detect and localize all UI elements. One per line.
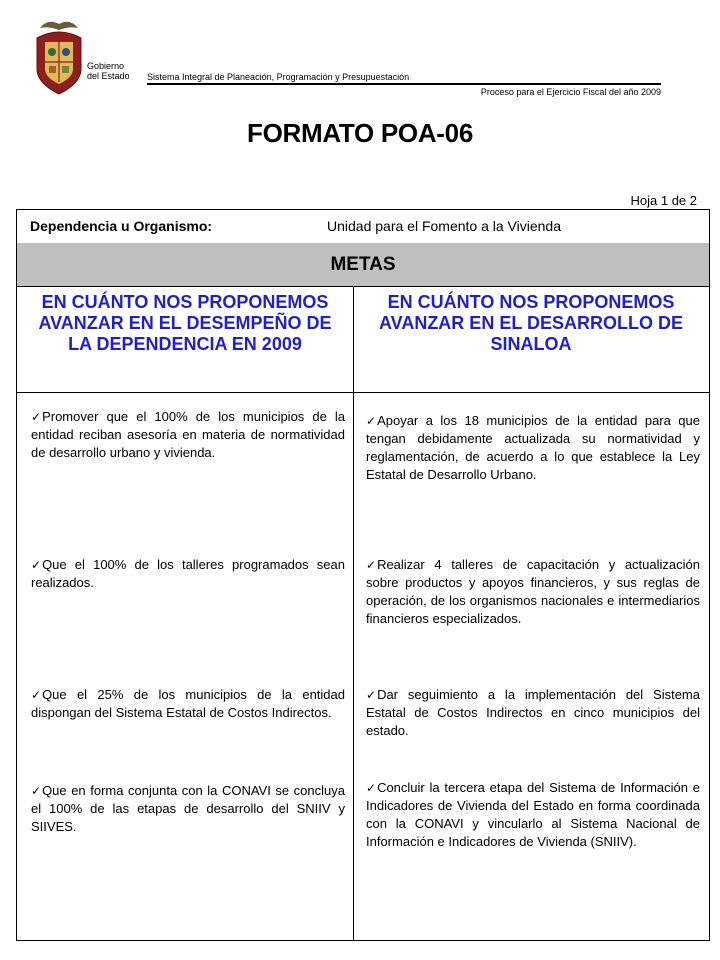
document-title: FORMATO POA-06 bbox=[247, 118, 473, 148]
left-goal-1 bbox=[31, 408, 345, 462]
column-header-divider bbox=[17, 392, 709, 393]
checkmark-icon: ✓ bbox=[366, 688, 377, 702]
right-goal-1 bbox=[366, 412, 700, 484]
right-goal-3 bbox=[366, 686, 700, 740]
right-column-header: EN CUÁNTO NOS PROPONEMOS AVANZAR EN EL DESARROLLO DE SINALOA bbox=[378, 292, 683, 354]
state-coat-of-arms-icon bbox=[34, 18, 84, 96]
sheet-number: Hoja 1 de 2 bbox=[630, 193, 697, 208]
system-title: Sistema Integral de Planeación, Programación y Presupuestación bbox=[147, 72, 410, 82]
dependency-value: Unidad para el Fomento a la Vivienda bbox=[327, 218, 562, 234]
left-goal-4 bbox=[31, 782, 345, 836]
header-divider bbox=[147, 83, 661, 85]
right-goal-text: Apoyar a los 18 municipios de la entidad para que tengan debidamente actualizada su normatividad y reglamentación, de acuerdo a lo que establece la Ley Estatal de Desarrollo Urbano. bbox=[366, 413, 700, 482]
left-goal-text: Promover que el 100% de los municipios de la entidad reciban asesoría en materia de normatividad de desarrollo urbano y vivienda. bbox=[31, 409, 345, 460]
left-goal-text: Que el 100% de los talleres programados sean realizados. bbox=[31, 557, 345, 590]
process-label: Proceso para el Ejercicio Fiscal del año 2009 bbox=[480, 87, 661, 97]
checkmark-icon: ✓ bbox=[366, 558, 377, 572]
checkmark-icon: ✓ bbox=[31, 410, 42, 424]
checkmark-icon: ✓ bbox=[366, 781, 377, 795]
right-goal-2 bbox=[366, 556, 700, 628]
government-line-2: del Estado bbox=[87, 71, 130, 81]
dependency-label: Dependencia u Organismo: bbox=[30, 218, 213, 234]
dependency-row bbox=[17, 210, 709, 244]
left-goal-3 bbox=[31, 686, 345, 722]
goals-table bbox=[16, 209, 710, 941]
right-goal-text: Realizar 4 talleres de capacitación y actualización sobre productos y apoyos financieros, y sus reglas de operación, de los organismos nacionales e intermediarios financieros especializados. bbox=[366, 557, 700, 626]
right-goal-4 bbox=[366, 779, 700, 851]
government-label bbox=[87, 61, 130, 81]
column-divider bbox=[353, 286, 354, 941]
right-goal-text: Concluir la tercera etapa del Sistema de Información e Indicadores de Vivienda del Estado en forma coordinada con la CONAVI y vincularlo al Sistema Nacional de Información e Indicadores de Vivienda (SNIIV). bbox=[366, 780, 700, 849]
checkmark-icon: ✓ bbox=[31, 784, 42, 798]
checkmark-icon: ✓ bbox=[366, 414, 377, 428]
left-column-header: EN CUÁNTO NOS PROPONEMOS AVANZAR EN EL DESEMPEÑO DE LA DEPENDENCIA EN 2009 bbox=[38, 292, 332, 354]
left-goal-text: Que el 25% de los municipios de la entidad dispongan del Sistema Estatal de Costos Indirectos. bbox=[31, 687, 345, 720]
section-title: METAS bbox=[17, 243, 709, 287]
right-goal-text: Dar seguimiento a la implementación del Sistema Estatal de Costos Indirectos en cinco municipios del estado. bbox=[366, 687, 700, 738]
checkmark-icon: ✓ bbox=[31, 688, 42, 702]
government-line-1: Gobierno bbox=[87, 61, 125, 71]
checkmark-icon: ✓ bbox=[31, 558, 42, 572]
left-goal-2 bbox=[31, 556, 345, 592]
left-goal-text: Que en forma conjunta con la CONAVI se concluya el 100% de las etapas de desarrollo del SNIIV y SIIVES. bbox=[31, 783, 345, 834]
